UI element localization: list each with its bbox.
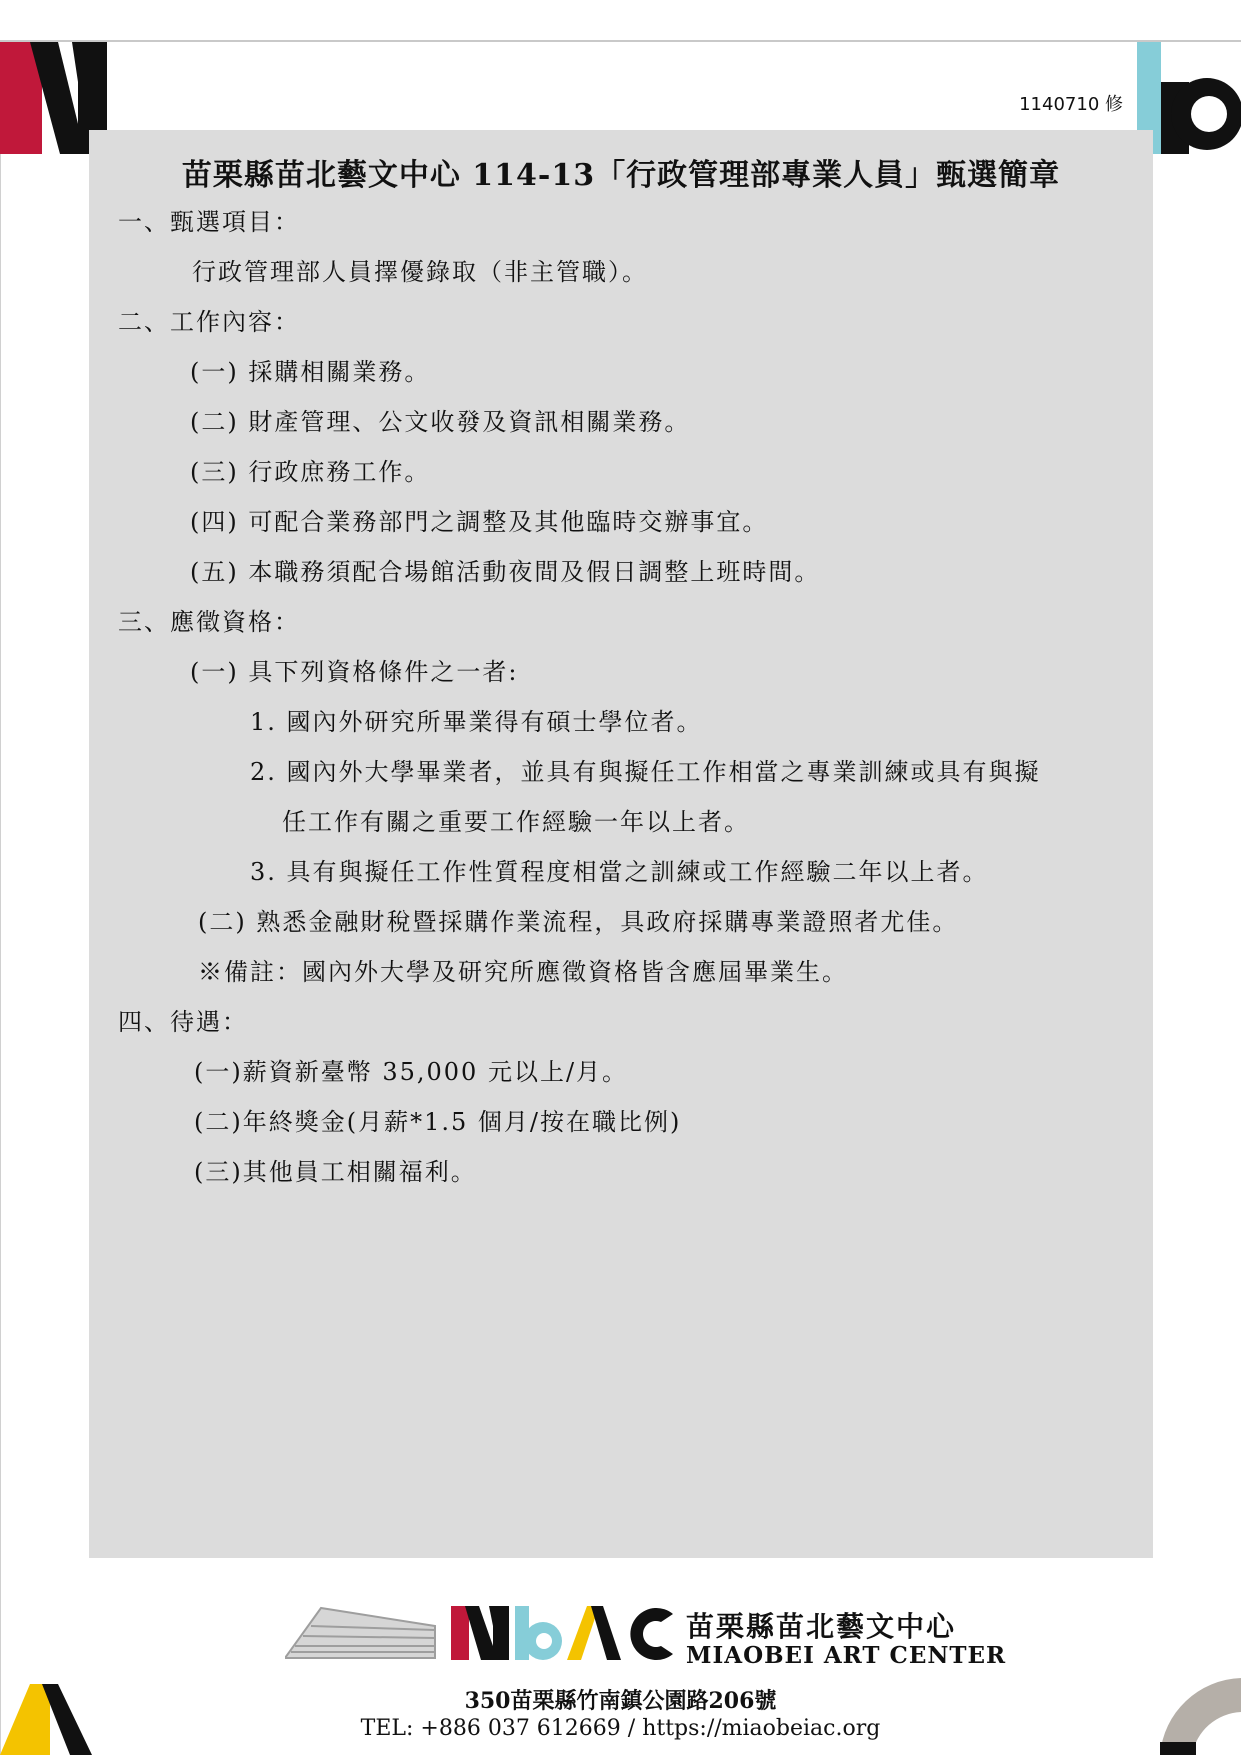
version-note: 1140710 修 xyxy=(1019,94,1123,115)
left-rule xyxy=(0,42,1,1755)
section-line: (一) 採購相關業務。 xyxy=(190,358,431,386)
footer-address: 350苗栗縣竹南鎮公園路206號 xyxy=(464,1688,777,1714)
section-heading: 三、應徵資格： xyxy=(118,608,300,636)
section-heading: 四、待遇： xyxy=(118,1008,248,1036)
section-heading: 一、甄選項目： xyxy=(118,208,300,236)
section-line: 行政管理部人員擇優錄取（非主管職）。 xyxy=(192,258,648,286)
section-note: ※備註：國內外大學及研究所應徵資格皆含應屆畢業生。 xyxy=(198,958,848,986)
section-line: (二)年終獎金(月薪*1.5 個月/按在職比例) xyxy=(194,1108,682,1136)
section-line: (一) 具下列資格條件之一者: xyxy=(190,658,519,686)
section-line: 1. 國內外研究所畢業得有碩士學位者。 xyxy=(250,708,703,736)
section-line: (一)薪資新臺幣 35,000 元以上/月。 xyxy=(194,1058,629,1086)
section-heading: 二、工作內容： xyxy=(118,308,300,336)
section-line: 任工作有關之重要工作經驗一年以上者。 xyxy=(282,808,750,836)
section-line: (四) 可配合業務部門之調整及其他臨時交辦事宜。 xyxy=(190,508,769,536)
building-icon xyxy=(285,1608,435,1658)
section-line: (五) 本職務須配合場館活動夜間及假日調整上班時間。 xyxy=(190,558,821,586)
section-line: (三)其他員工相關福利。 xyxy=(194,1158,477,1186)
section-line: 2. 國內外大學畢業者，並具有與擬任工作相當之專業訓練或具有與擬 xyxy=(250,758,1041,786)
section-line: 3. 具有與擬任工作性質程度相當之訓練或工作經驗二年以上者。 xyxy=(250,858,989,886)
footer-org-name-zh: 苗栗縣苗北藝文中心 xyxy=(686,1610,957,1643)
footer-logo xyxy=(285,1600,675,1668)
page-title: 苗栗縣苗北藝文中心 114-13「行政管理部專業人員」甄選簡章 xyxy=(181,158,1061,193)
footer-contact[interactable]: TEL: +886 037 612669 / https://miaobeiac.org xyxy=(360,1716,881,1741)
top-rule xyxy=(0,40,1241,42)
section-line: (二) 財產管理、公文收發及資訊相關業務。 xyxy=(190,408,691,436)
section-line: (三) 行政庶務工作。 xyxy=(190,458,431,486)
footer-org-name-en: MIAOBEI ART CENTER xyxy=(686,1642,1007,1669)
content-panel xyxy=(89,130,1153,1558)
section-line: (二) 熟悉金融財稅暨採購作業流程，具政府採購專業證照者尤佳。 xyxy=(198,908,959,936)
